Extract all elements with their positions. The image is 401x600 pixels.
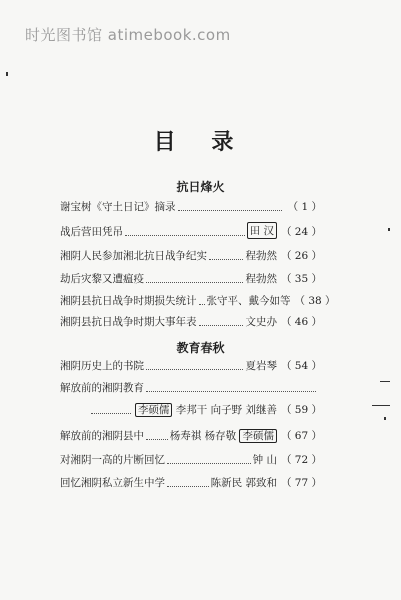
entry-author: 程勃然 (245, 250, 277, 262)
entry-title: 劫后灾黎又遭瘟疫 (60, 273, 144, 285)
entry-page: （ 26 ） (280, 250, 322, 262)
entry-title: 湘阴县抗日战争时期损失统计 (60, 295, 197, 307)
entry-title: 对湘阴一高的片断回忆 (60, 454, 165, 466)
section-heading: 抗日烽火 (176, 180, 225, 194)
scan-speck (380, 381, 390, 382)
entry-page: （ 59 ） (280, 404, 322, 416)
entry-author: 钟 山 (252, 454, 277, 466)
dot-leader (91, 413, 131, 414)
dot-leader (199, 304, 205, 305)
entry-author: 张守平、戴今如等 (206, 295, 291, 307)
entry-title: 湘阴历史上的书院 (60, 360, 144, 372)
entry-page: （ 67 ） (280, 430, 322, 442)
toc-entry (60, 313, 322, 329)
entry-author: 文史办 (245, 316, 277, 328)
boxed-name: 李硕儒 (239, 429, 277, 443)
entry-author: 陈新民 郭致和 (210, 477, 277, 489)
entry-title: 谢宝树《守土日记》摘录 (60, 201, 176, 213)
entry-page: （ 38 ） (294, 295, 336, 307)
entry-title: 解放前的湘阴教育 (60, 382, 144, 394)
toc-entry (60, 270, 322, 286)
toc-title: 目 录 (153, 130, 248, 155)
toc-entry (60, 292, 336, 308)
dot-leader (167, 463, 251, 464)
entry-page: （ 54 ） (280, 360, 322, 372)
entry-page: （ 35 ） (280, 273, 322, 285)
entry-title: 湘阴县抗日战争时期大事年表 (60, 316, 197, 328)
toc-entry (60, 357, 322, 373)
entry-author: 夏岩琴 (245, 360, 277, 372)
entry-page: （ 72 ） (280, 454, 322, 466)
watermark: 时光图书馆 atimebook.com (25, 26, 231, 44)
dot-leader (167, 486, 209, 487)
entry-author: 杨寿祺 杨存敬 李硕儒 (170, 428, 277, 443)
entry-author: 程勃然 (245, 273, 277, 285)
entry-page: （ 1 ） (287, 201, 322, 213)
toc-entry (60, 247, 322, 263)
toc-entry (60, 379, 322, 395)
dot-leader (178, 210, 282, 211)
entry-page: （ 24 ） (280, 226, 322, 238)
section-heading: 教育春秋 (176, 341, 225, 355)
dot-leader (146, 282, 243, 283)
scan-speck (6, 72, 8, 76)
entry-title: 湘阴人民参加湘北抗日战争纪实 (60, 250, 207, 262)
toc-entry (60, 427, 322, 443)
toc-entry (60, 223, 322, 239)
scan-speck (384, 417, 386, 420)
scan-speck (372, 405, 390, 406)
entry-title: 解放前的湘阴县中 (60, 430, 144, 442)
toc-entry (60, 198, 322, 214)
boxed-name: 李硕儒 (135, 403, 173, 417)
dot-leader (209, 259, 243, 260)
entry-title: 回忆湘阴私立新生中学 (60, 477, 165, 489)
dot-leader (199, 325, 244, 326)
entry-title: 战后营田凭吊 (60, 226, 123, 238)
entry-author: 李硕儒 李邦干 向子野 刘继善 (135, 402, 277, 417)
entry-page: （ 77 ） (280, 477, 322, 489)
toc-entry (60, 451, 322, 467)
scan-speck (388, 228, 390, 231)
entry-page: （ 46 ） (280, 316, 322, 328)
dot-leader (125, 235, 245, 236)
dot-leader (146, 439, 168, 440)
dot-leader (146, 369, 243, 370)
dot-leader (146, 391, 316, 392)
entry-author: 田 汉 (247, 222, 277, 239)
toc-entry-continued (60, 401, 322, 417)
toc-entry (60, 474, 322, 490)
